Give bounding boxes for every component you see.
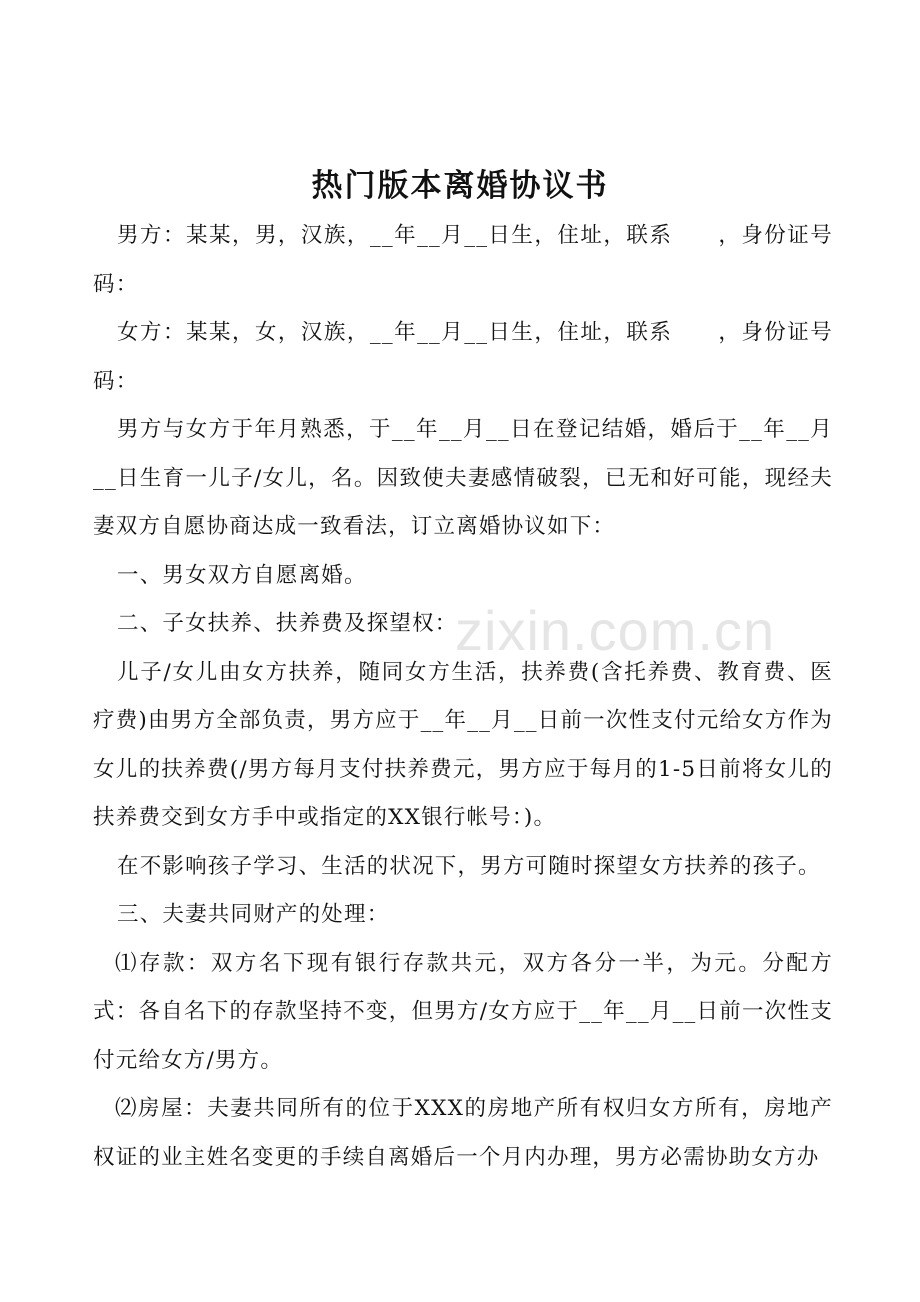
clause-3-house: ⑵房屋：夫妻共同所有的位于XXX的房地产所有权归女方所有，房地产权证的业主姓名变更的手续自离婚后一个月内办理，男方必需协助女方办: [93, 1096, 833, 1170]
clause-1: 一、男女双方自愿离婚。: [117, 562, 367, 588]
paragraph-male-party: 男方：某某，男，汉族，__年__月__日生，住址，联系 ，身份证号码：: [93, 223, 833, 297]
paragraph-female-party: 女方：某某，女，汉族，__年__月__日生，住址，联系 ，身份证号码：: [93, 320, 833, 394]
watermark: zixin.com.cn: [455, 599, 776, 662]
clause-3-deposits: ⑴存款：双方名下现有银行存款共元，双方各分一半，为元。分配方式：各自名下的存款坚持不变，但男方/女方应于__年__月__日前一次性支付元给女方/男方。: [93, 950, 833, 1073]
clause-2-heading: 二、子女扶养、扶养费及探望权：: [117, 611, 458, 636]
document-body: [93, 212, 833, 1182]
clause-3-heading: 三、夫妻共同财产的处理：: [117, 902, 390, 927]
clause-2-custody: 儿子/女儿由女方扶养，随同女方生活，扶养费(含托养费、教育费、医疗费)由男方全部负责，男方应于__年__月__日前一次性支付元给女方作为女儿的扶养费(/男方每月支付扶养费元，男方应于每月的1-5日前将女儿的扶养费交到女方手中或指定的XX银行帐号：)。: [93, 659, 833, 830]
clause-2-visitation: 在不影响孩子学习、生活的状况下，男方可随时探望女方扶养的孩子。: [117, 853, 821, 879]
document-title: 热门版本离婚协议书: [311, 168, 609, 204]
paragraph-background: 男方与女方于年月熟悉，于__年__月__日在登记结婚，婚后于__年__月__日生育一儿子/女儿，名。因致使夫妻感情破裂，已无和好可能，现经夫妻双方自愿协商达成一致看法，订立离婚协议如下：: [93, 417, 833, 539]
